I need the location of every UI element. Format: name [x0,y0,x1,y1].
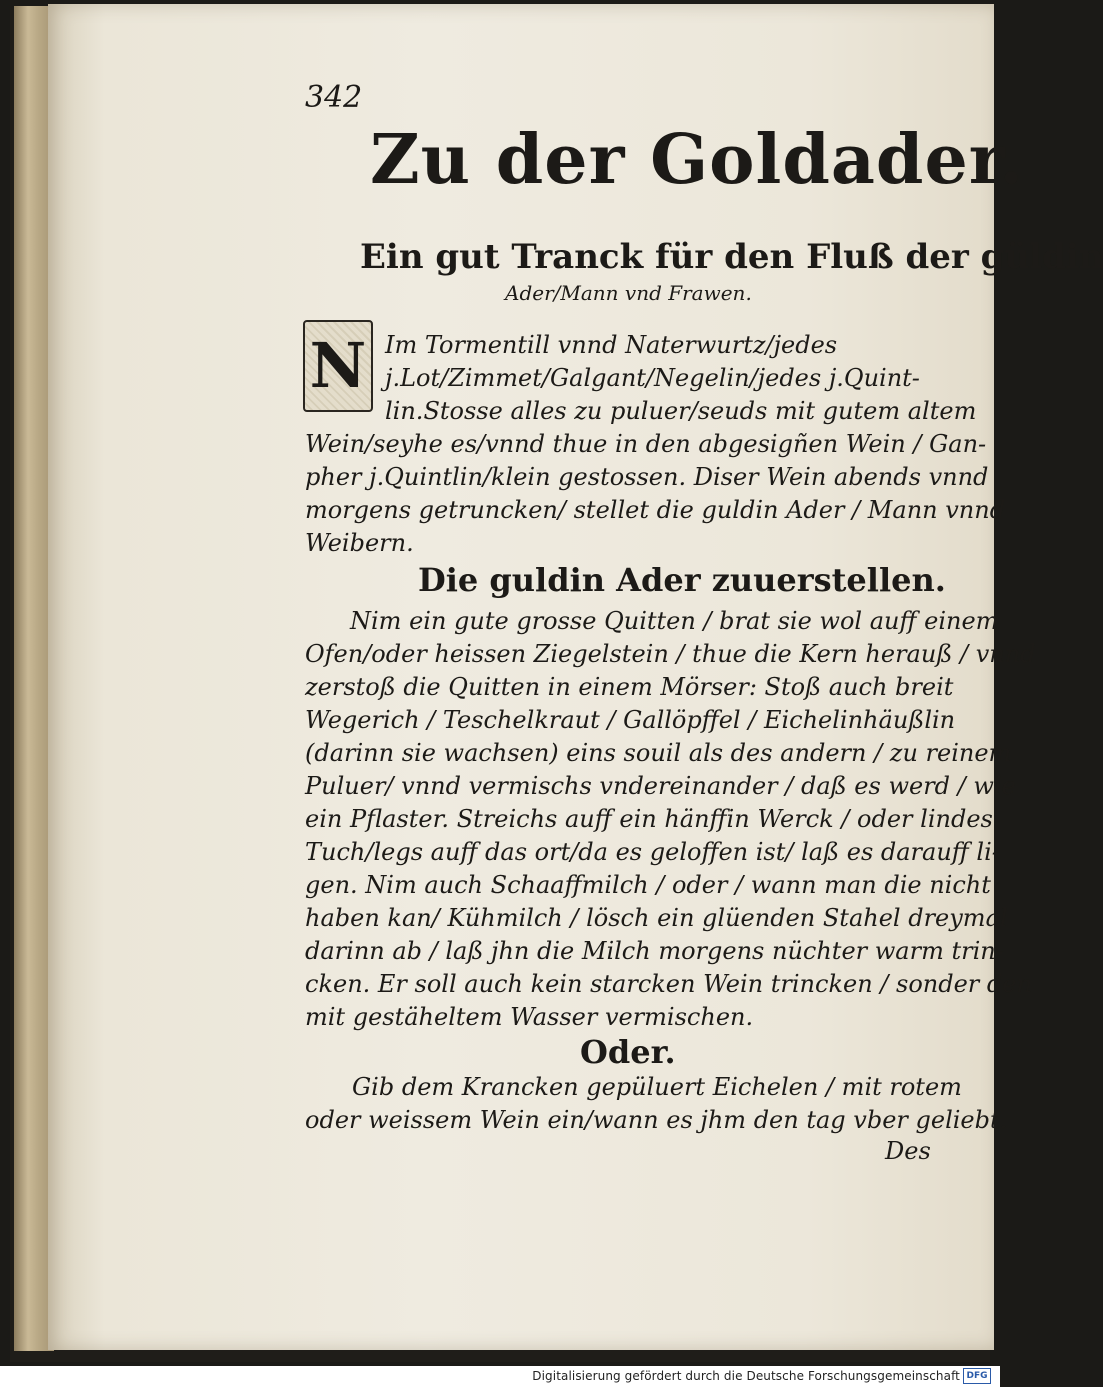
recipe2-line: Puluer/ vnnd vermischs vndereinander / daß es werd / wie [305,772,1016,800]
page-number: 342 [305,80,363,115]
recipe1-line: morgens getruncken/ stellet die guldin Ader / Mann vnnd [305,496,1006,524]
recipe1-line: Im Tormentill vnnd Naterwurtz/jedes [385,331,838,359]
recipe2-line: darinn ab / laß jhn die Milch morgens nüchter warm trin- [305,937,1004,965]
recipe1-line: Weibern. [305,529,414,557]
recipe3-line: oder weissem Wein ein/wann es jhm den tag vber geliebt. [305,1106,1008,1134]
recipe1-line: j.Lot/Zimmet/Galgant/Negelin/jedes j.Quint- [385,364,920,392]
recipe2-line: Ofen/oder heissen Ziegelstein / thue die Kern herauß / vnnd [305,640,1036,668]
recipe2-line: zerstoß die Quitten in einem Mörser: Stoß auch breit [305,673,954,701]
recipe1-subheading: Ader/Mann vnd Frawen. [505,281,752,305]
recipe2-line: cken. Er soll auch kein starcken Wein trincken / sonder den [305,970,1032,998]
digitization-credit: Digitalisierung gefördert durch die Deutsche Forschungsgemeinschaft [532,1369,960,1383]
recipe2-line: mit gestäheltem Wasser vermischen. [305,1003,754,1031]
catchword: Des [885,1137,931,1165]
recipe1-line: pher j.Quintlin/klein gestossen. Diser Wein abends vnnd [305,463,989,491]
recipe2-line: gen. Nim auch Schaaffmilch / oder / wann man die nicht [305,871,991,899]
page-title: Zu der Goldader. [370,120,1024,200]
recipe1-line: lin.Stosse alles zu puluer/seuds mit gutem altem [385,397,977,425]
recipe3-heading: Oder. [580,1033,676,1071]
recipe2-line: Nim ein gute grosse Quitten / brat sie wol auff einem [350,607,999,635]
recipe2-line: (darinn sie wachsen) eins souil als des andern / zu reinem [305,739,1012,767]
recipe2-line: Wegerich / Teschelkraut / Gallöpffel / Eichelinhäußlin [305,706,956,734]
recipe2-line: haben kan/ Kühmilch / lösch ein glüenden Stahel dreymal [305,904,1008,932]
recipe3-line: Gib dem Krancken gepüluert Eichelen / mit rotem [352,1073,962,1101]
dfg-logo: DFG [963,1368,991,1384]
recipe2-line: Tuch/legs auff das ort/da es geloffen ist/ laß es darauff li- [305,838,1000,866]
recipe1-heading: Ein gut Tranck für den Fluß der güldin [360,237,1103,277]
decorated-initial: N [303,320,373,412]
recipe2-line: ein Pflaster. Streichs auff ein hänffin Werck / oder lindes [305,805,993,833]
recipe2-heading: Die guldin Ader zuuerstellen. [418,561,946,599]
recipe1-line: Wein/seyhe es/vnnd thue in den abgesigñen Wein / Gan- [305,430,987,458]
